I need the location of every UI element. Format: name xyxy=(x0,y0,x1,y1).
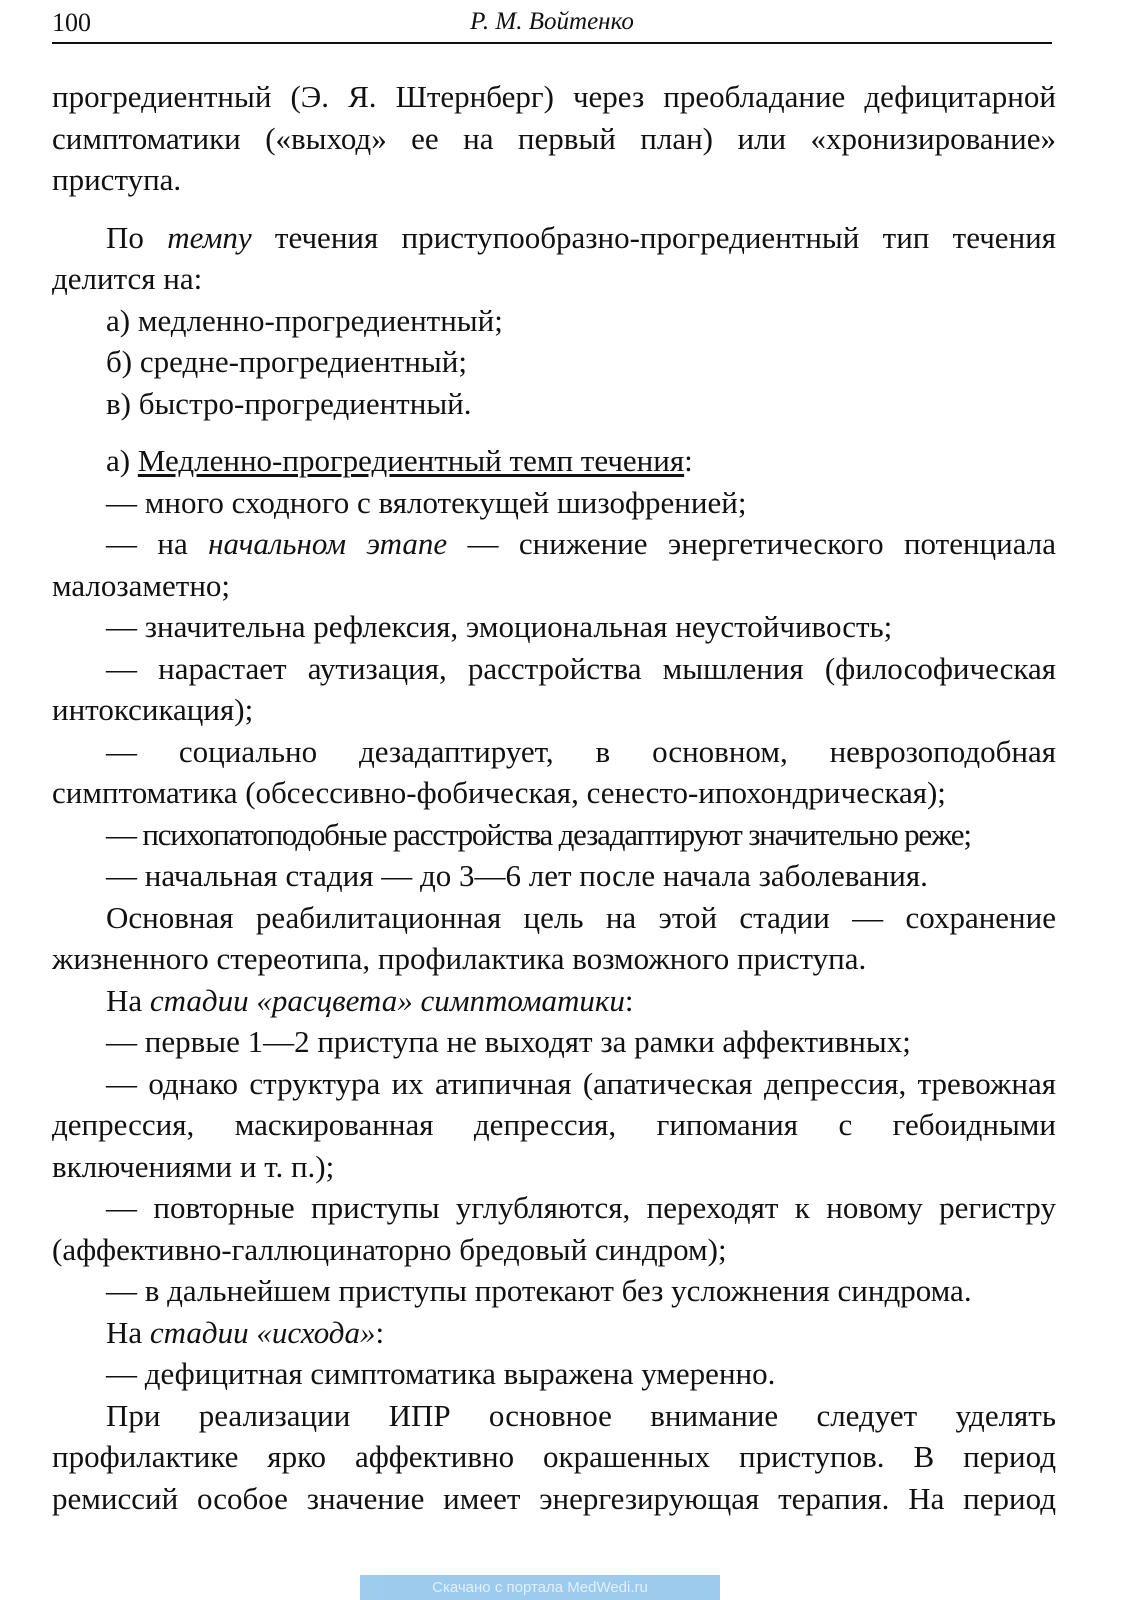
bullet-item: — повторные приступы углубляются, переходят к новому регистру (аффективно-галлюцинаторно бредовый синдром); xyxy=(52,1190,1056,1267)
text-run: : xyxy=(375,1314,385,1350)
paragraph-continuation: прогредиентный (Э. Я. Штернберг) через преобладание дефицитарной симптоматики («выход» ее на первый план) или «хронизирование» приступа. xyxy=(52,79,1056,197)
text-run: : xyxy=(624,982,634,1018)
stage-outcome-heading xyxy=(52,1312,1056,1354)
page-header xyxy=(52,4,1052,44)
section-heading-a xyxy=(52,440,1056,482)
bullet-item: — значительна рефлексия, эмоциональная неустойчивость; xyxy=(106,609,893,644)
list-item-c: в) быстро-прогредиентный. xyxy=(106,385,472,421)
text-run: По xyxy=(106,219,168,255)
paragraph-goal: Основная реабилитационная цель на этой стадии — сохранение жизненного стереотипа, профилактика возможного приступа. xyxy=(52,899,1056,976)
text-run: На xyxy=(106,982,150,1018)
paragraph-tempo xyxy=(52,217,1056,300)
bullet-item xyxy=(52,523,1056,606)
list-item-a: а) медленно-прогредиентный; xyxy=(106,302,503,338)
bullet-item: — дефицитная симптоматика выражена умеренно. xyxy=(106,1356,776,1391)
emphasis-bloom-stage: стадии «расцвета» симптоматики xyxy=(149,982,625,1018)
text-run: — снижение энергетического потенциала малозаметно; xyxy=(52,526,1056,603)
bullet-item: — психопатоподобные расстройства дезадаптируют значительно реже; xyxy=(106,816,971,852)
watermark-banner: Скачано с портала MedWedi.ru xyxy=(360,1575,720,1600)
text-run: : xyxy=(684,443,693,478)
bullet-item: — первые 1—2 приступа не выходят за рамки аффективных; xyxy=(106,1024,911,1059)
text-run: — на xyxy=(106,526,209,561)
bullet-item: — нарастает аутизация, расстройства мышления (философическая интоксикация); xyxy=(52,650,1056,727)
text-run: течения приступообразно-прогредиентный тип течения делится на: xyxy=(52,219,1057,296)
bullet-item: — много сходного с вялотекущей шизофренией; xyxy=(106,484,747,520)
running-head: Р. М. Войтенко xyxy=(470,8,634,35)
list-item-b: б) средне-прогредиентный; xyxy=(106,344,467,379)
paragraph-ipr: При реализации ИПР основное внимание следует уделять профилактике ярко аффективно окрашенных приступов. В период ремиссий особое значение имеет энергезирующая терапия. На период xyxy=(52,1397,1056,1516)
bullet-item: — начальная стадия — до 3—6 лет после начала заболевания. xyxy=(106,858,928,893)
text-run: а) xyxy=(106,443,138,478)
underlined-heading: Медленно-прогредиентный темп течения xyxy=(137,443,685,478)
text-run: На xyxy=(106,1314,150,1350)
bullet-item: — социально дезадаптирует, в основном, неврозоподобная симптоматика (обсессивно-фобическая, сенесто-ипохондрическая); xyxy=(52,733,1056,810)
emphasis-tempo: темпу xyxy=(167,219,252,255)
body-text xyxy=(52,76,1056,1519)
page-number: 100 xyxy=(52,8,91,37)
bullet-item: — однако структура их атипичная (апатическая депрессия, тревожная депрессия, маскированная депрессия, гипомания с гебоидными включениями и т. п.); xyxy=(52,1065,1056,1184)
emphasis-outcome-stage: стадии «исхода» xyxy=(149,1314,376,1350)
emphasis-initial-stage: начальном этапе xyxy=(208,526,448,561)
bullet-item: — в дальнейшем приступы протекают без усложнения синдрома. xyxy=(106,1273,972,1308)
stage-bloom-heading xyxy=(52,980,1056,1022)
